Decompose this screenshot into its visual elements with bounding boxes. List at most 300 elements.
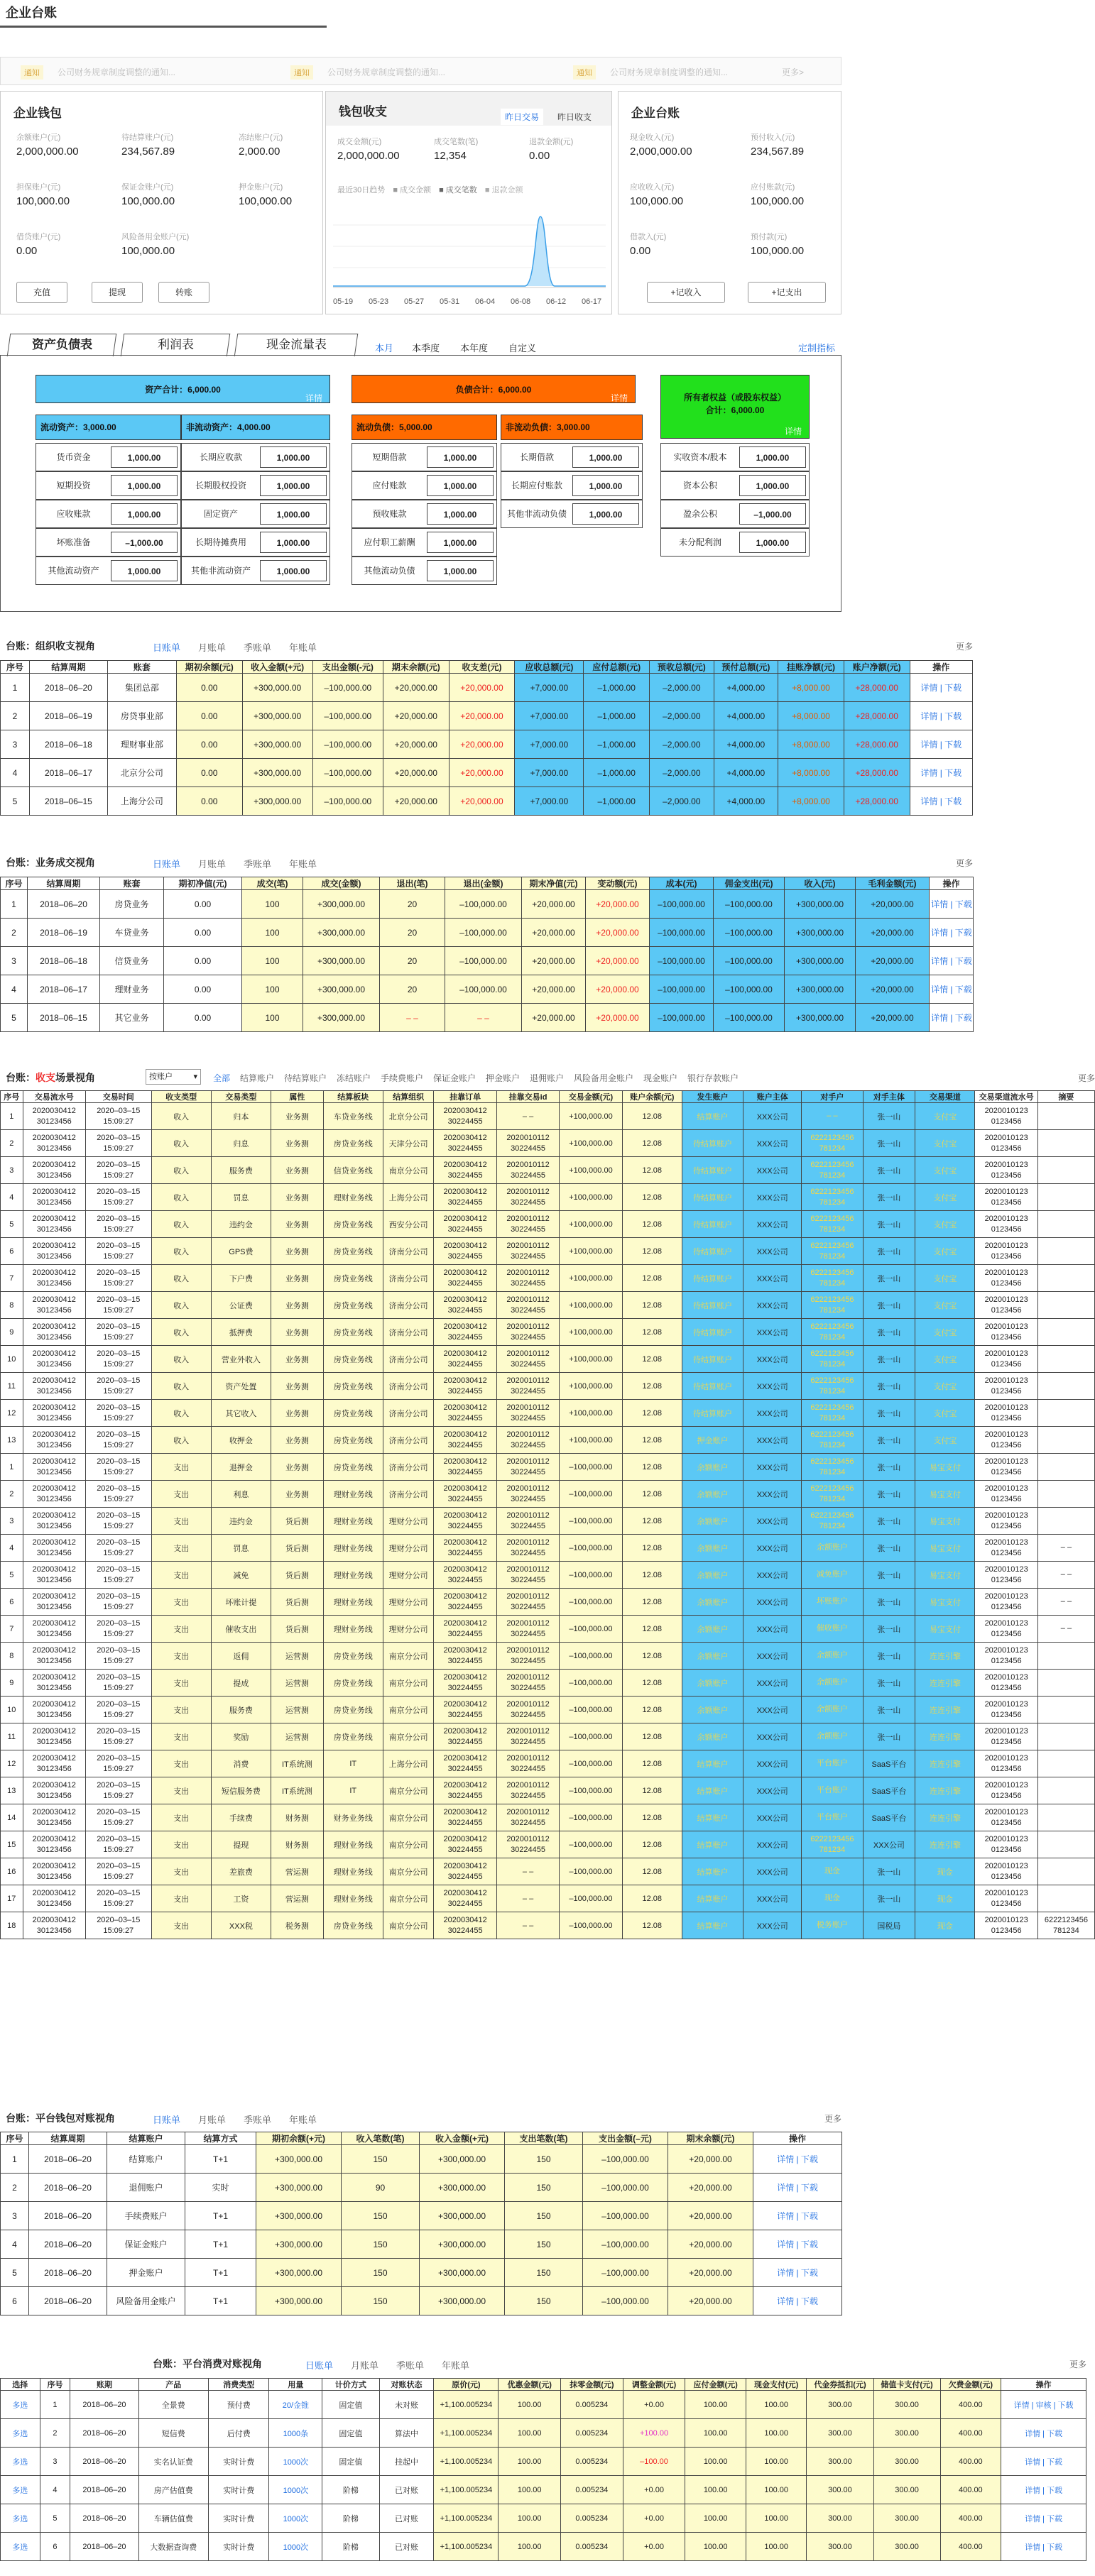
account-filter-tab[interactable]: 押金账户 xyxy=(486,1073,521,1083)
bill-tab[interactable]: 季账单 xyxy=(244,859,272,870)
cell: 南京分公司 xyxy=(383,1643,434,1670)
column-header: 摘要 xyxy=(1037,1091,1094,1103)
cell: 2020030412 30123456 xyxy=(23,1427,85,1454)
detail-link[interactable]: 详情 xyxy=(784,427,802,437)
cell: 上海分公司 xyxy=(107,787,176,816)
cell: 2020030412 30123456 xyxy=(23,1103,85,1130)
cell: 12.08 xyxy=(622,1427,682,1454)
account-filter-tab[interactable]: 待结算账户 xyxy=(284,1073,327,1083)
usage-link[interactable]: 1000次 xyxy=(269,2448,322,2476)
cell: 支付宝 xyxy=(915,1211,975,1238)
bill-tab[interactable]: 日账单 xyxy=(305,2360,334,2371)
cell: – – xyxy=(802,1103,863,1130)
account-filter-tab[interactable]: 银行存款账户 xyxy=(687,1073,739,1083)
cell: +7,000.00 xyxy=(515,702,584,730)
usage-link[interactable]: 1000次 xyxy=(269,2504,322,2533)
add-expense-button[interactable]: +记支出 xyxy=(748,282,826,303)
section-header xyxy=(0,1069,1095,1086)
account-row: 长期应收款 1,000.00 xyxy=(181,443,330,471)
cell: 100.00 xyxy=(499,2448,561,2476)
cell: 2020030412 30123456 xyxy=(23,1508,85,1535)
usage-link[interactable]: 1000次 xyxy=(269,2533,322,2561)
cell: 2020010112 30224455 xyxy=(496,1481,559,1508)
cell: +8,000.00 xyxy=(778,702,844,730)
cell xyxy=(1037,1184,1094,1211)
cell: – – xyxy=(445,1004,522,1032)
column-header: 代金券抵扣(元) xyxy=(807,2379,873,2391)
table-row xyxy=(1,890,974,919)
column-header: 发生账户 xyxy=(682,1091,743,1103)
cell: –100,000.00 xyxy=(583,2287,668,2315)
cell: 18 xyxy=(1,1912,23,1939)
column-header: 账套 xyxy=(107,661,176,674)
cell: 2018–06–19 xyxy=(28,919,100,947)
biz-ledger-table xyxy=(0,877,974,1032)
column-header: 优惠金额(元) xyxy=(499,2379,561,2391)
cell: 6222123456 781234 xyxy=(802,1481,863,1508)
period-quarter[interactable]: 本季度 xyxy=(412,343,440,353)
cell: –2,000.00 xyxy=(650,674,714,702)
action-links[interactable]: 详情 | 下载 xyxy=(753,2145,842,2174)
bill-tab[interactable]: 季账单 xyxy=(396,2360,425,2371)
action-links[interactable]: 详情 | 下载 xyxy=(753,2287,842,2315)
cell: 奖励 xyxy=(211,1723,271,1750)
tab-income-statement[interactable]: 利润表 xyxy=(121,334,230,356)
account-select[interactable]: 按账户 ▾ xyxy=(146,1069,201,1085)
cell: 1 xyxy=(1,674,30,702)
detail-link[interactable]: 详情 xyxy=(610,393,628,403)
notice-link[interactable]: 公司财务规章制度调整的通知... xyxy=(327,67,446,77)
cell: 张一山 xyxy=(863,1238,915,1265)
section-header xyxy=(0,637,973,654)
cell: 300.00 xyxy=(873,2448,940,2476)
cell: 张一山 xyxy=(863,1400,915,1427)
cell: 余额账户 xyxy=(682,1616,743,1643)
bill-tab[interactable]: 月账单 xyxy=(198,2115,227,2125)
cell: 2020–03–15 15:09:27 xyxy=(85,1912,151,1939)
cell: 2020010123 0123456 xyxy=(975,1130,1037,1157)
cell: XXX公司 xyxy=(743,1427,802,1454)
table-row xyxy=(1,2202,842,2230)
bill-tab[interactable]: 年账单 xyxy=(289,2115,317,2125)
action-links[interactable]: 详情 | 下载 xyxy=(930,947,974,975)
bill-tab[interactable]: 月账单 xyxy=(351,2360,379,2371)
cell xyxy=(1037,1373,1094,1400)
table-row xyxy=(1,674,973,702)
cell: 现金 xyxy=(915,1912,975,1939)
period-year[interactable]: 本年度 xyxy=(460,343,489,353)
cell: –100,000.00 xyxy=(445,890,522,919)
cell: 阶梯 xyxy=(322,2504,379,2533)
multi-select-checkbox[interactable]: 多选 xyxy=(1,2419,40,2448)
action-links[interactable]: 详情 | 下载 xyxy=(910,730,972,759)
cell: 平台账户 xyxy=(802,1777,863,1804)
cell xyxy=(1037,1238,1094,1265)
account-filter-tab[interactable]: 保证金账户 xyxy=(433,1073,476,1083)
more-link[interactable]: 更多 xyxy=(955,642,973,652)
action-links[interactable]: 详情 | 下载 xyxy=(930,919,974,947)
column-header: 选择 xyxy=(1,2379,40,2391)
cell: 100.00 xyxy=(499,2391,561,2419)
cell: +8,000.00 xyxy=(778,674,844,702)
more-link[interactable]: 更多 xyxy=(1069,2359,1086,2369)
cell: 400.00 xyxy=(940,2476,1001,2504)
period-custom[interactable]: 自定义 xyxy=(508,343,537,353)
cell: 2020010123 0123456 xyxy=(975,1211,1037,1238)
cell: 平台账户 xyxy=(802,1750,863,1777)
cell: 6222123456 781234 xyxy=(802,1508,863,1535)
cell: –100,000.00 xyxy=(583,2259,668,2287)
cell: +28,000.00 xyxy=(844,702,910,730)
cell: 营运测 xyxy=(271,1858,324,1885)
cell: +20,000.00 xyxy=(586,947,650,975)
cell: XXX公司 xyxy=(743,1400,802,1427)
cell: +100,000.00 xyxy=(560,1103,622,1130)
cell xyxy=(1037,1831,1094,1858)
bill-tab[interactable]: 年账单 xyxy=(289,859,317,870)
cell: +20,000.00 xyxy=(522,890,586,919)
cell: 实时计费 xyxy=(208,2448,269,2476)
action-links[interactable]: 详情 | 下载 xyxy=(753,2230,842,2259)
cell: 理财业务线 xyxy=(323,1616,383,1643)
multi-select-checkbox[interactable]: 多选 xyxy=(1,2391,40,2419)
cell: 2020–03–15 15:09:27 xyxy=(85,1346,151,1373)
cell: +100,000.00 xyxy=(560,1319,622,1346)
action-links[interactable]: 详情 | 下载 xyxy=(930,890,974,919)
cell: 支付宝 xyxy=(915,1400,975,1427)
cell: 12.08 xyxy=(622,1292,682,1319)
table-row xyxy=(1,1454,1095,1481)
cell: 返佣 xyxy=(211,1643,271,1670)
action-links[interactable]: 详情 | 下载 xyxy=(753,2259,842,2287)
cell: 风险备用金账户 xyxy=(107,2287,185,2315)
action-links[interactable]: 详情 | 下载 xyxy=(753,2202,842,2230)
cell: IT系统测 xyxy=(271,1777,324,1804)
detail-link[interactable]: 详情 xyxy=(305,393,322,403)
notice-tag: 通知 xyxy=(290,65,313,80)
table-row xyxy=(1,1562,1095,1589)
cell: 0.00 xyxy=(176,787,242,816)
wallet-field: 担保账户(元) 100,000.00 xyxy=(16,183,70,207)
cell: +28,000.00 xyxy=(844,674,910,702)
cell: +20,000.00 xyxy=(383,787,449,816)
cell: 房贷事业部 xyxy=(107,702,176,730)
cell: –100,000.00 xyxy=(445,947,522,975)
multi-select-checkbox[interactable]: 多选 xyxy=(1,2533,40,2561)
cell: 2020030412 30224455 xyxy=(434,1157,496,1184)
bill-tab[interactable]: 年账单 xyxy=(289,642,317,653)
cell: 支出 xyxy=(151,1750,211,1777)
cell: 300.00 xyxy=(873,2419,940,2448)
cell: 实时计费 xyxy=(208,2476,269,2504)
status-badge: 已对账 xyxy=(379,2504,434,2533)
non-current-assets: 非流动资产：4,000.00 xyxy=(181,415,330,440)
account-row: 长期待摊费用 1,000.00 xyxy=(181,528,330,557)
action-links[interactable]: 详情 | 审核 | 下载 xyxy=(1001,2391,1086,2419)
cell: 2020010123 0123456 xyxy=(975,1508,1037,1535)
cell: 现金 xyxy=(802,1885,863,1912)
action-links[interactable]: 详情 | 下载 xyxy=(930,975,974,1004)
cell: 2020030412 30224455 xyxy=(434,1885,496,1912)
cell: GPS费 xyxy=(211,1238,271,1265)
cell: 张一山 xyxy=(863,1427,915,1454)
cell: –100,000.00 xyxy=(583,2202,668,2230)
more-link[interactable]: 更多 xyxy=(824,2114,841,2124)
tab-balance-sheet[interactable]: 资产负债表 xyxy=(7,334,116,356)
cell: 实时计费 xyxy=(208,2533,269,2561)
bill-tab[interactable]: 年账单 xyxy=(442,2360,470,2371)
account-row: 短期投资 1,000.00 xyxy=(36,471,181,500)
action-links[interactable]: 详情 | 下载 xyxy=(910,787,972,816)
cell: 支出 xyxy=(151,1508,211,1535)
tab-yesterday-flow[interactable]: 昨日收支 xyxy=(557,112,592,122)
cell: 2018–06–20 xyxy=(70,2419,138,2448)
multi-select-checkbox[interactable]: 多选 xyxy=(1,2476,40,2504)
section-title: 台账：收支场景视角 xyxy=(6,1072,95,1083)
cell: 现金 xyxy=(915,1858,975,1885)
cell: 5 xyxy=(1,1562,23,1589)
cell: 2020030412 30123456 xyxy=(23,1319,85,1346)
cell: XXX公司 xyxy=(743,1481,802,1508)
cell: +4,000.00 xyxy=(714,787,778,816)
usage-link[interactable]: 1000条 xyxy=(269,2419,322,2448)
cell: 4 xyxy=(1,2230,29,2259)
account-filter-tab[interactable]: 现金账户 xyxy=(643,1073,678,1083)
action-links[interactable]: 详情 | 下载 xyxy=(930,1004,974,1032)
column-header: 用量 xyxy=(269,2379,322,2391)
cell: 12.08 xyxy=(622,1157,682,1184)
wallet-card xyxy=(0,91,323,314)
column-header: 账户净额(元) xyxy=(844,661,910,674)
column-header: 账期 xyxy=(70,2379,138,2391)
cell: 坏账账户 xyxy=(802,1589,863,1616)
action-links[interactable]: 详情 | 下载 xyxy=(1001,2504,1086,2533)
cell: XXX公司 xyxy=(743,1723,802,1750)
cell: 南京分公司 xyxy=(383,1723,434,1750)
cell: 2020010112 30224455 xyxy=(496,1643,559,1670)
cell: 2020030412 30123456 xyxy=(23,1777,85,1804)
account-filter-tab[interactable]: 手续费账户 xyxy=(381,1073,424,1083)
account-row: 应付账款 1,000.00 xyxy=(352,471,497,500)
cell: 车辆估值费 xyxy=(138,2504,208,2533)
cell: XXX公司 xyxy=(743,1804,802,1831)
action-links[interactable]: 详情 | 下载 xyxy=(753,2174,842,2202)
table-row xyxy=(1,1481,1095,1508)
table-row xyxy=(1,1723,1095,1750)
cell: 运营测 xyxy=(271,1723,324,1750)
cell: 连连引擎 xyxy=(915,1750,975,1777)
cell: +300,000.00 xyxy=(242,702,312,730)
flow-field: 成交金额(元) 2,000,000.00 xyxy=(337,138,400,162)
bill-tab[interactable]: 月账单 xyxy=(198,859,227,870)
cell: 营业外收入 xyxy=(211,1346,271,1373)
cell: 短信服务费 xyxy=(211,1777,271,1804)
usage-link[interactable]: 1000次 xyxy=(269,2476,322,2504)
cell: 12.08 xyxy=(622,1265,682,1292)
custom-metric-link[interactable]: 定制指标 xyxy=(798,343,836,353)
current-liabilities: 流动负债：5,000.00 xyxy=(352,415,497,440)
cell: +300,000.00 xyxy=(420,2230,505,2259)
cell: 2018–06–20 xyxy=(70,2533,138,2561)
cell: 6222123456 781234 xyxy=(1037,1912,1094,1939)
account-row: 其他非流动资产 1,000.00 xyxy=(181,557,330,585)
cell: 2018–06–20 xyxy=(29,2259,107,2287)
cell: +300,000.00 xyxy=(242,787,312,816)
notice-link[interactable]: 公司财务规章制度调整的通知... xyxy=(610,67,729,77)
action-links[interactable]: 详情 | 下载 xyxy=(910,674,972,702)
bill-tab[interactable]: 日账单 xyxy=(153,859,181,870)
cell: 余额账户 xyxy=(682,1723,743,1750)
cell: 100 xyxy=(242,919,303,947)
cell: 济南分公司 xyxy=(383,1373,434,1400)
cell: 2020030412 30123456 xyxy=(23,1346,85,1373)
column-header: 结算周期 xyxy=(29,661,107,674)
column-header: 结算周期 xyxy=(28,877,100,890)
notice-more-link[interactable]: 更多> xyxy=(782,67,805,77)
table-row xyxy=(1,759,973,787)
cell: 2020030412 30123456 xyxy=(23,1562,85,1589)
action-links[interactable]: 详情 | 下载 xyxy=(910,759,972,787)
cell: 支出 xyxy=(151,1481,211,1508)
action-links[interactable]: 详情 | 下载 xyxy=(1001,2419,1086,2448)
account-filter-tab[interactable]: 风险备用金账户 xyxy=(574,1073,634,1083)
cell: 济南分公司 xyxy=(383,1292,434,1319)
cell: 业务测 xyxy=(271,1130,324,1157)
more-link[interactable]: 更多 xyxy=(955,858,973,868)
cell: 5 xyxy=(1,787,30,816)
cell: +20,000.00 xyxy=(449,787,515,816)
cell: +4,000.00 xyxy=(714,759,778,787)
more-link[interactable]: 更多 xyxy=(1077,1073,1095,1083)
cell: 2018–06–20 xyxy=(28,890,100,919)
bill-tab[interactable]: 日账单 xyxy=(153,2115,181,2125)
tab-cash-flow[interactable]: 现金流量表 xyxy=(234,334,358,356)
table-row xyxy=(1,1238,1095,1265)
cell: 提成 xyxy=(211,1670,271,1697)
table-row xyxy=(1,702,973,730)
bill-tab[interactable]: 日账单 xyxy=(153,642,181,653)
account-filter-tab[interactable]: 冻结账户 xyxy=(337,1073,371,1083)
bill-tab[interactable]: 月账单 xyxy=(198,642,227,653)
bill-tab[interactable]: 季账单 xyxy=(244,642,272,653)
cell: 2020030412 30123456 xyxy=(23,1831,85,1858)
cell: 100.00 xyxy=(685,2533,746,2561)
cell: 5 xyxy=(40,2504,70,2533)
cell: +300,000.00 xyxy=(785,890,856,919)
cell: +300,000.00 xyxy=(785,1004,856,1032)
cell: –2,000.00 xyxy=(650,702,714,730)
cell: 现金 xyxy=(915,1885,975,1912)
cell: 2020–03–15 15:09:27 xyxy=(85,1130,151,1157)
cell: 100.00 xyxy=(746,2476,807,2504)
action-links[interactable]: 详情 | 下载 xyxy=(910,702,972,730)
cell: 2020030412 30224455 xyxy=(434,1670,496,1697)
cell: 2020–03–15 15:09:27 xyxy=(85,1643,151,1670)
account-filter-tab[interactable]: 退佣账户 xyxy=(530,1073,565,1083)
cell: 6 xyxy=(40,2533,70,2561)
notice-link[interactable]: 公司财务规章制度调整的通知... xyxy=(58,67,176,77)
cell: 押金账户 xyxy=(682,1427,743,1454)
equity-total: 所有者权益（或股东权益） 合计：6,000.00 详情 xyxy=(660,375,810,439)
column-header: 支出笔数(笔) xyxy=(505,2132,583,2145)
table-row xyxy=(1,2259,842,2287)
cell: 理财分公司 xyxy=(383,1562,434,1589)
usage-link[interactable]: 20/金锥 xyxy=(269,2391,322,2419)
cell: 12.08 xyxy=(622,1616,682,1643)
account-filter-tab[interactable]: 结算账户 xyxy=(240,1073,275,1083)
cell: 待结算账户 xyxy=(682,1184,743,1211)
multi-select-checkbox[interactable]: 多选 xyxy=(1,2504,40,2533)
cell: 2018–06–20 xyxy=(70,2504,138,2533)
column-header: 交易流水号 xyxy=(23,1091,85,1103)
cell: 支付宝 xyxy=(915,1346,975,1373)
cell: 2020–03–15 15:09:27 xyxy=(85,1292,151,1319)
withdraw-button[interactable]: 提现 xyxy=(92,282,143,303)
cell: 收入 xyxy=(151,1184,211,1211)
cell: 300.00 xyxy=(807,2391,873,2419)
cell: 2018–06–19 xyxy=(29,702,107,730)
cell: 2020–03–15 15:09:27 xyxy=(85,1697,151,1723)
cell: 100.00 xyxy=(685,2419,746,2448)
multi-select-checkbox[interactable]: 多选 xyxy=(1,2448,40,2476)
cell: 张一山 xyxy=(863,1481,915,1508)
cell: 7 xyxy=(1,1265,23,1292)
cell: 2020010123 0123456 xyxy=(975,1858,1037,1885)
cell: 业务测 xyxy=(271,1292,324,1319)
table-row xyxy=(1,2145,842,2174)
table-row xyxy=(1,1777,1095,1804)
cell xyxy=(1037,1508,1094,1535)
cell xyxy=(1037,1481,1094,1508)
cell: 4 xyxy=(1,975,28,1004)
column-header: 成交(笔) xyxy=(242,877,303,890)
action-links[interactable]: 详情 | 下载 xyxy=(1001,2533,1086,2561)
cell: –100,000.00 xyxy=(560,1750,622,1777)
period-month[interactable]: 本月 xyxy=(375,343,394,353)
cell: 2020010112 30224455 xyxy=(496,1535,559,1562)
action-links[interactable]: 详情 | 下载 xyxy=(1001,2448,1086,2476)
column-header: 支出金额(–元) xyxy=(583,2132,668,2145)
cell: 南京分公司 xyxy=(383,1777,434,1804)
account-filter-tab[interactable]: 全部 xyxy=(213,1073,231,1083)
cell: +0.00 xyxy=(623,2533,685,2561)
cell: 6222123456 781234 xyxy=(802,1292,863,1319)
cell: +300,000.00 xyxy=(256,2287,342,2315)
cell: 房贷业务线 xyxy=(323,1346,383,1373)
action-links[interactable]: 详情 | 下载 xyxy=(1001,2476,1086,2504)
bill-tab[interactable]: 季账单 xyxy=(244,2115,272,2125)
cell: +28,000.00 xyxy=(844,730,910,759)
title-underline xyxy=(0,26,327,28)
tab-yesterday-trade[interactable]: 昨日交易 xyxy=(501,109,543,125)
cell: 6222123456 781234 xyxy=(802,1319,863,1346)
recharge-button[interactable]: 充值 xyxy=(16,282,67,303)
cell xyxy=(1037,1211,1094,1238)
cell: 400.00 xyxy=(940,2533,1001,2561)
cell: – – xyxy=(496,1103,559,1130)
cell: 2020030412 30224455 xyxy=(434,1831,496,1858)
cell: 张一山 xyxy=(863,1130,915,1157)
cell: +100,000.00 xyxy=(560,1211,622,1238)
cell: 0.00 xyxy=(164,919,242,947)
cell: 12.08 xyxy=(622,1831,682,1858)
add-income-button[interactable]: +记收入 xyxy=(647,282,725,303)
transfer-button[interactable]: 转账 xyxy=(158,282,209,303)
cell: +8,000.00 xyxy=(778,787,844,816)
cell: +300,000.00 xyxy=(256,2259,342,2287)
cell: +7,000.00 xyxy=(515,759,584,787)
cell: 2020–03–15 15:09:27 xyxy=(85,1427,151,1454)
